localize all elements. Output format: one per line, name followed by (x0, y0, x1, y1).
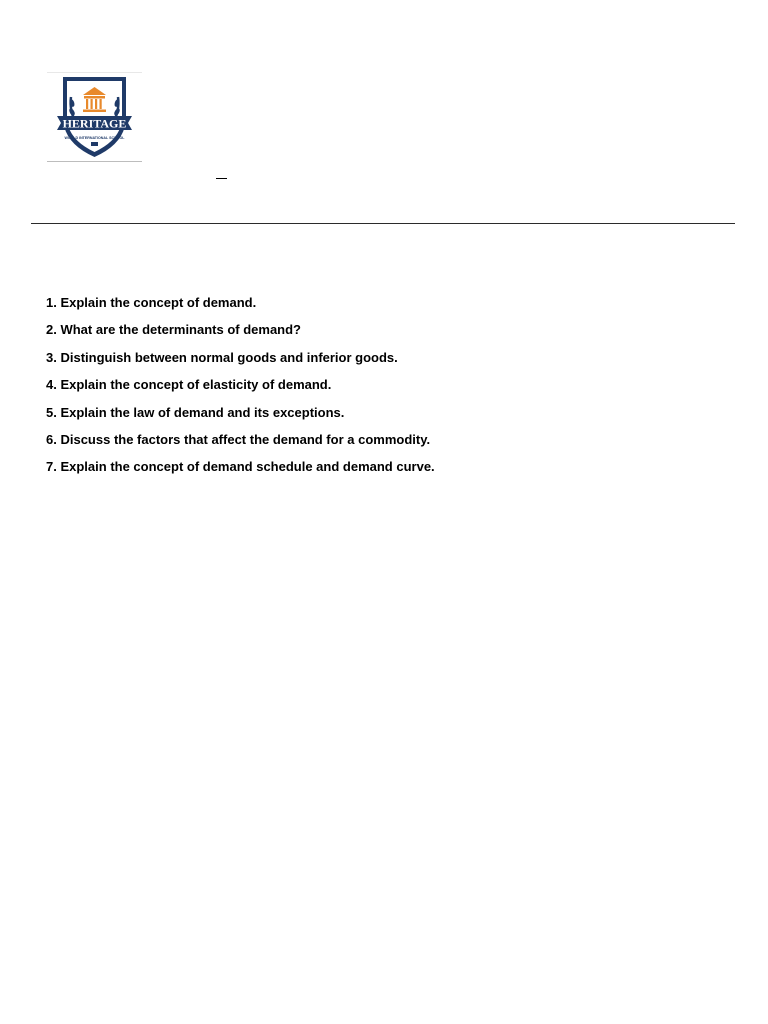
school-logo (47, 72, 142, 162)
header-divider (31, 223, 735, 224)
svg-text:HERITAGE: HERITAGE (62, 116, 127, 131)
question-item: 7. Explain the concept of demand schedule and demand curve. (46, 459, 435, 475)
question-item: 1. Explain the concept of demand. (46, 295, 257, 310)
question-item: 2. What are the determinants of demand? (46, 322, 302, 338)
svg-text:WORLD INTERNATIONAL SCHOOL: WORLD INTERNATIONAL SCHOOL (64, 136, 125, 140)
heritage-school-crest-logo-icon (47, 73, 142, 161)
question-item: 4. Explain the concept of elasticity of demand. (46, 377, 332, 393)
question-item: 6. Discuss the factors that affect the demand for a commodity. (46, 432, 431, 448)
question-item: 3. Distinguish between normal goods and inferior goods. (46, 349, 398, 365)
question-list (46, 289, 435, 481)
blank-underscore-mark (216, 178, 227, 179)
question-item: 5. Explain the law of demand and its exceptions. (46, 404, 345, 420)
